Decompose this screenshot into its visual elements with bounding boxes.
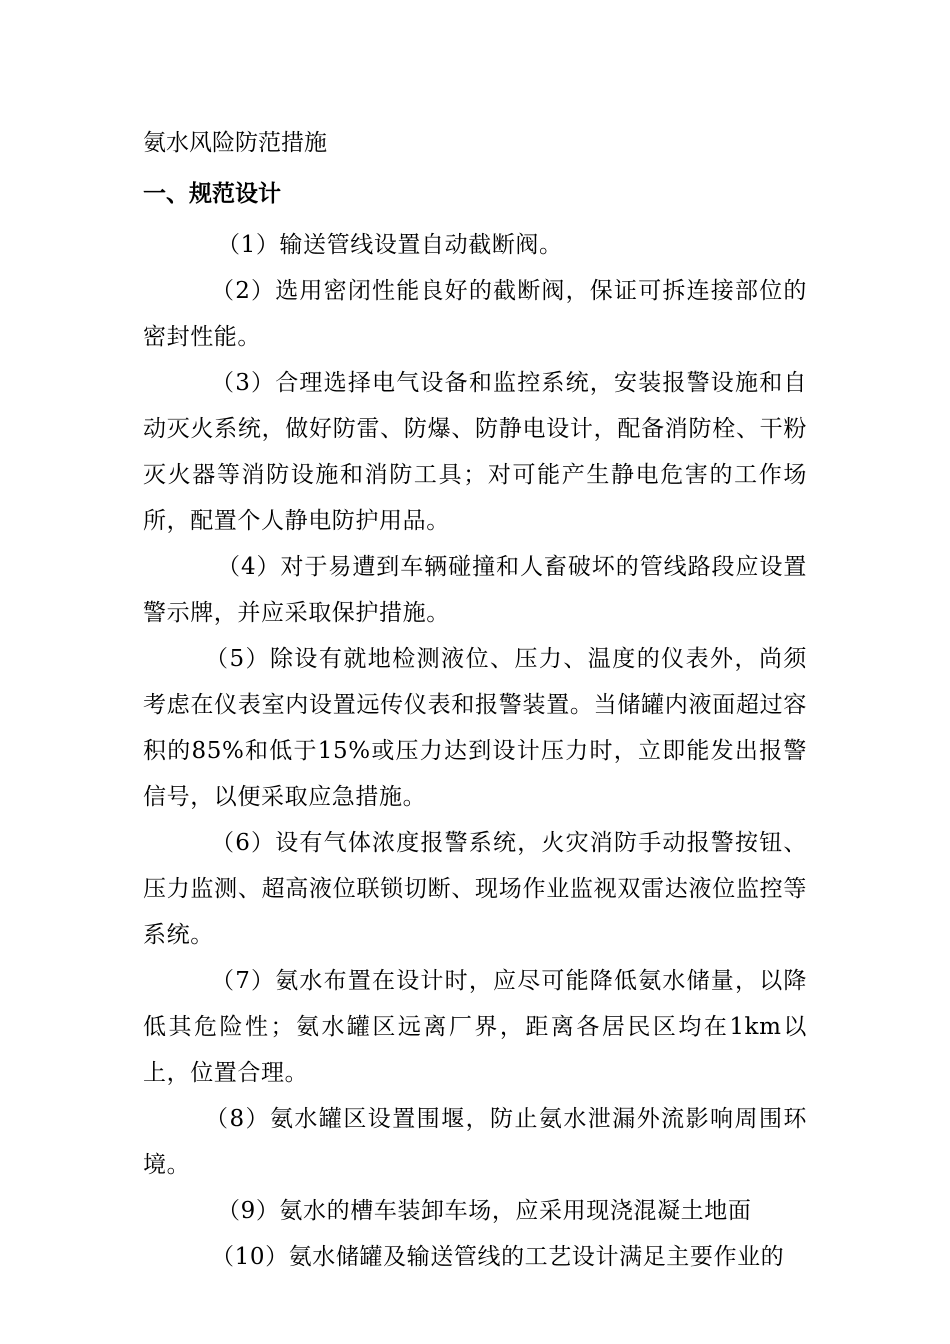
paragraph-item-9: （9）氨水的槽车装卸车场，应采用现浇混凝土地面 [217,1198,752,1224]
paragraph-item-10: （10）氨水储罐及输送管线的工艺设计满足主要作业的 [211,1244,785,1270]
paragraph-item-5: （5）除设有就地检测液位、压力、温度的仪表外，尚须考虑在仪表室内设置远传仪表和报警装置。当储罐内液面超过容积的85%和低于15%或压力达到设计压力时，立即能发出报警信号，以便采取应急措施。 [143,646,807,810]
document-body [143,120,807,1280]
paragraph-item-4: （4）对于易遭到车辆碰撞和人畜破坏的管线路段应设置警示牌，并应采取保护措施。 [143,554,807,626]
paragraph-item-2: （2）选用密闭性能良好的截断阀，保证可拆连接部位的密封性能。 [143,278,807,350]
paragraph-item-1: （1）输送管线设置自动截断阀。 [217,232,563,258]
paragraph-item-8: （8）氨水罐区设置围堰，防止氨水泄漏外流影响周围环境。 [143,1106,807,1178]
paragraph-item-7: （7）氨水布置在设计时，应尽可能降低氨水储量，以降低其危险性；氨水罐区远离厂界，距离各居民区均在1km以上，位置合理。 [143,968,807,1086]
document-title: 氨水风险防范措施 [143,130,327,156]
section-heading: 一、规范设计 [143,181,281,207]
paragraph-item-3: （3）合理选择电气设备和监控系统，安装报警设施和自动灭火系统，做好防雷、防爆、防静电设计，配备消防栓、干粉灭火器等消防设施和消防工具；对可能产生静电危害的工作场所，配置个人静电防护用品。 [143,370,807,534]
paragraph-item-6: （6）设有气体浓度报警系统，火灾消防手动报警按钮、压力监测、超高液位联锁切断、现场作业监视双雷达液位监控等系统。 [143,830,807,948]
